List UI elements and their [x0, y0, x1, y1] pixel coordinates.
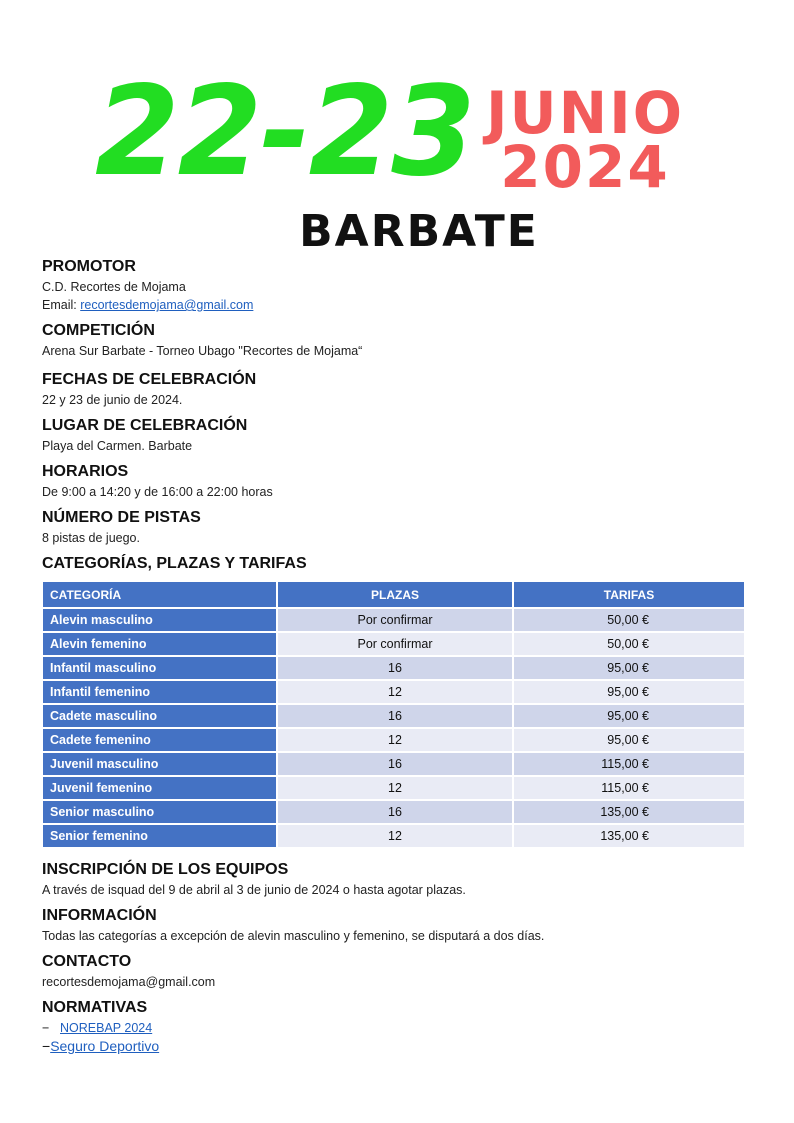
banner-dates: 22-23: [95, 60, 474, 204]
inscripcion-section: [42, 859, 762, 899]
cell-categoria: Juvenil femenino: [43, 777, 276, 799]
promotor-email-line: [42, 296, 762, 314]
event-banner: [0, 0, 794, 260]
bullet-dash: −: [42, 1021, 50, 1035]
horarios-section: [42, 461, 762, 501]
contacto-heading: CONTACTO: [42, 953, 132, 970]
banner-city: BARBATE: [299, 206, 539, 257]
cell-categoria: Senior masculino: [43, 801, 276, 823]
cell-tarifa: 135,00 €: [514, 801, 744, 823]
cell-tarifa: 115,00 €: [514, 777, 744, 799]
lugar-section: [42, 415, 762, 455]
pistas-heading: NÚMERO DE PISTAS: [42, 509, 201, 526]
pistas-text: 8 pistas de juego.: [42, 531, 140, 545]
fechas-section: [42, 369, 762, 409]
banner-year: 2024: [500, 133, 670, 201]
informacion-section: [42, 905, 762, 945]
table-header-row: [43, 582, 744, 607]
inscripcion-heading: INSCRIPCIÓN DE LOS EQUIPOS: [42, 861, 289, 878]
email-label: Email:: [42, 298, 81, 312]
pistas-section: [42, 507, 762, 547]
table-row: [43, 633, 744, 655]
cell-plazas: Por confirmar: [278, 609, 512, 631]
cell-plazas: 16: [278, 657, 512, 679]
informacion-heading: INFORMACIÓN: [42, 907, 157, 924]
cell-tarifa: 50,00 €: [514, 609, 744, 631]
cell-tarifa: 135,00 €: [514, 825, 744, 847]
column-header-tarifas: TARIFAS: [514, 582, 744, 607]
cell-categoria: Alevin femenino: [43, 633, 276, 655]
seguro-deportivo-link[interactable]: Seguro Deportivo: [50, 1038, 160, 1054]
competicion-heading: COMPETICIÓN: [42, 322, 155, 339]
cell-plazas: 16: [278, 801, 512, 823]
cell-plazas: 12: [278, 729, 512, 751]
table-row: [43, 753, 744, 775]
normativa-item: [42, 1037, 762, 1055]
categorias-heading: CATEGORÍAS, PLAZAS Y TARIFAS: [42, 555, 307, 572]
norebap-link[interactable]: NOREBAP 2024: [60, 1021, 153, 1035]
competicion-text: Arena Sur Barbate - Torneo Ubago "Recortes de Mojama“: [42, 344, 363, 358]
cell-plazas: 12: [278, 777, 512, 799]
banner-month-year: [472, 79, 698, 201]
contacto-text: recortesdemojama@gmail.com: [42, 975, 216, 989]
cell-tarifa: 95,00 €: [514, 657, 744, 679]
table-row: [43, 801, 744, 823]
cell-categoria: Cadete masculino: [43, 705, 276, 727]
promotor-section: [42, 256, 762, 314]
cell-categoria: Cadete femenino: [43, 729, 276, 751]
normativas-heading: NORMATIVAS: [42, 999, 148, 1016]
table-row: [43, 681, 744, 703]
document-content: [42, 256, 762, 1061]
cell-tarifa: 95,00 €: [514, 681, 744, 703]
fechas-text: 22 y 23 de junio de 2024.: [42, 393, 183, 407]
banner-month: JUNIO: [485, 79, 685, 147]
promotor-email-link[interactable]: recortesdemojama@gmail.com: [80, 298, 254, 312]
column-header-categoria: CATEGORÍA: [43, 582, 276, 607]
cell-tarifa: 95,00 €: [514, 729, 744, 751]
table-row: [43, 777, 744, 799]
cell-plazas: 12: [278, 825, 512, 847]
cell-tarifa: 95,00 €: [514, 705, 744, 727]
cell-categoria: Infantil femenino: [43, 681, 276, 703]
lugar-text: Playa del Carmen. Barbate: [42, 439, 193, 453]
horarios-heading: HORARIOS: [42, 463, 129, 480]
table-row: [43, 657, 744, 679]
normativa-item: [42, 1019, 762, 1037]
competicion-section: [42, 320, 762, 360]
informacion-text: Todas las categorías a excepción de alevin masculino y femenino, se disputará a dos días.: [42, 929, 545, 943]
cell-plazas: Por confirmar: [278, 633, 512, 655]
cell-categoria: Alevin masculino: [43, 609, 276, 631]
table-row: [43, 729, 744, 751]
table-row: [43, 705, 744, 727]
cell-plazas: 16: [278, 753, 512, 775]
cell-tarifa: 50,00 €: [514, 633, 744, 655]
table-row: [43, 825, 744, 847]
categorias-table: [41, 580, 746, 849]
cell-plazas: 16: [278, 705, 512, 727]
column-header-plazas: PLAZAS: [278, 582, 512, 607]
cell-categoria: Infantil masculino: [43, 657, 276, 679]
horarios-text: De 9:00 a 14:20 y de 16:00 a 22:00 horas: [42, 485, 273, 499]
promotor-heading: PROMOTOR: [42, 258, 136, 275]
cell-plazas: 12: [278, 681, 512, 703]
normativas-section: [42, 997, 762, 1055]
fechas-heading: FECHAS DE CELEBRACIÓN: [42, 371, 257, 388]
cell-categoria: Senior femenino: [43, 825, 276, 847]
categorias-section: [42, 553, 762, 849]
cell-categoria: Juvenil masculino: [43, 753, 276, 775]
promotor-name: C.D. Recortes de Mojama: [42, 280, 186, 294]
inscripcion-text: A través de isquad del 9 de abril al 3 de junio de 2024 o hasta agotar plazas.: [42, 883, 466, 897]
lugar-heading: LUGAR DE CELEBRACIÓN: [42, 417, 248, 434]
bullet-dash: −: [42, 1038, 51, 1054]
table-row: [43, 609, 744, 631]
contacto-section: [42, 951, 762, 991]
cell-tarifa: 115,00 €: [514, 753, 744, 775]
